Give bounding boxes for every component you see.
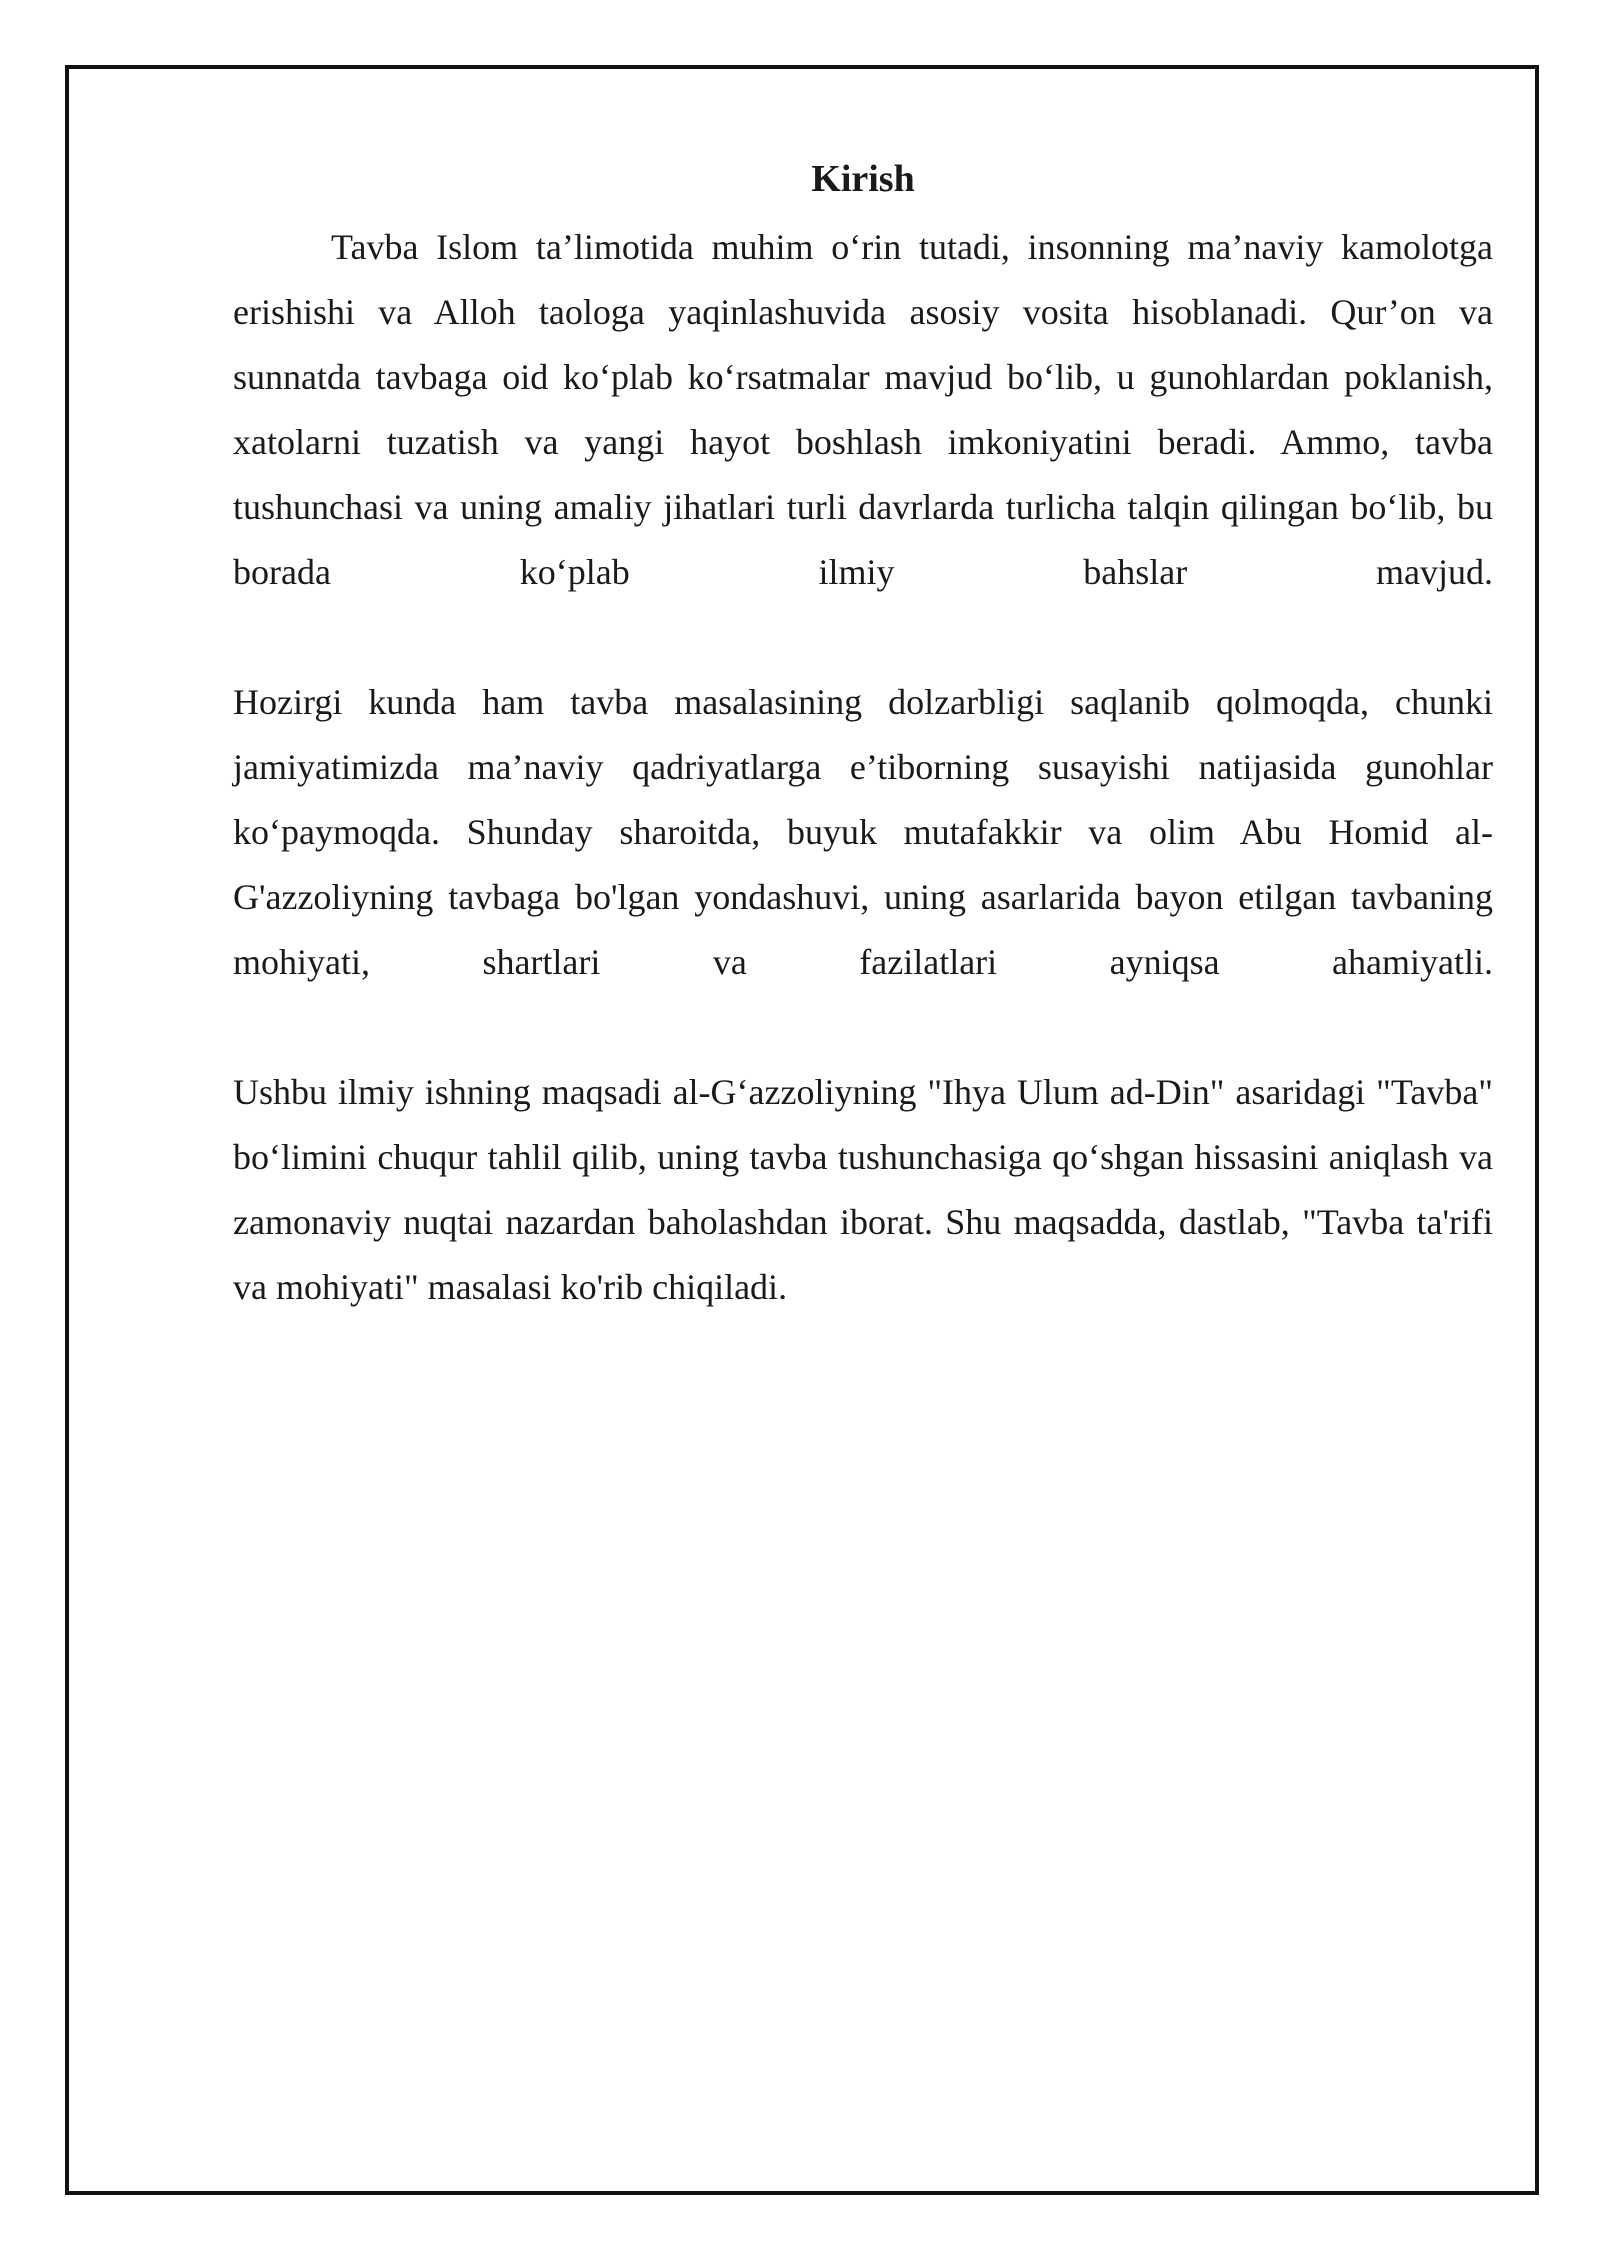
page-frame [65, 65, 1539, 2195]
paragraph-relevance: Hozirgi kunda ham tavba masalasining dolzarbligi saqlanib qolmoqda, chunki jamiyatimizda ma’naviy qadriyatlarga e’tiborning susayishi natijasida gunohlar ko‘paymoqda. Shunday sharoitda, buyuk mutafakkir va olim Abu Homid al-G'azzoliyning tavbaga bo'lgan yondashuvi, uning asarlarida bayon etilgan tavbaning mohiyati, shartlari va fazilatlari ayniqsa ahamiyatli. [233, 682, 1493, 982]
paragraph-goal: Ushbu ilmiy ishning maqsadi al-G‘azzoliyning "Ihya Ulum ad-Din" asaridagi "Tavba" bo‘limini chuqur tahlil qilib, uning tavba tushunchasiga qo‘shgan hissasini aniqlash va zamonaviy nuqtai nazardan baholashdan iborat. Shu maqsadda, dastlab, "Tavba ta'rifi va mohiyati" masalasi ko'rib chiqiladi. [233, 1072, 1493, 1307]
page-title: Kirish [811, 158, 915, 200]
document-body [233, 149, 1493, 1385]
paragraph-intro: Tavba Islom ta’limotida muhim o‘rin tutadi, insonning ma’naviy kamolotga erishishi va Alloh taologa yaqinlashuvida asosiy vosita hisoblanadi. Qur’on va sunnatda tavbaga oid ko‘plab ko‘rsatmalar mavjud bo‘lib, u gunohlardan poklanish, xatolarni tuzatish va yangi hayot boshlash imkoniyatini beradi. Ammo, tavba tushunchasi va uning amaliy jihatlari turli davrlarda turlicha talqin qilingan bo‘lib, bu borada ko‘plab ilmiy bahslar mavjud. [233, 227, 1493, 592]
